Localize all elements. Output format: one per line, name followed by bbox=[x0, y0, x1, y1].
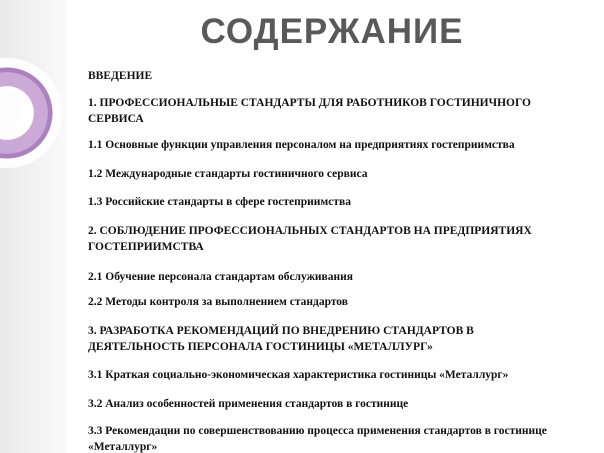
toc-entry-3-3: 3.3 Рекомендации по совершенствованию процесса применения стандартов в гостинице «Металлург» bbox=[88, 425, 547, 453]
toc-entry-2-2: 2.2 Методы контроля за выполнением стандартов bbox=[88, 296, 348, 308]
toc-entry-3-2: 3.2 Анализ особенностей применения стандартов в гостинице bbox=[88, 398, 409, 410]
toc-entry-3-1: 3.1 Краткая социально-экономическая характеристика гостиницы «Металлург» bbox=[88, 369, 509, 381]
toc-entry-1-2: 1.2 Международные стандарты гостиничного сервиса bbox=[88, 168, 368, 180]
page-title: СОДЕРЖАНИЕ bbox=[200, 12, 464, 51]
toc-entry-introduction: ВВЕДЕНИЕ bbox=[88, 70, 153, 82]
toc-entry-2-1: 2.1 Обучение персонала стандартам обслуживания bbox=[88, 271, 353, 283]
toc-entry-1: 1. ПРОФЕССИОНАЛЬНЫЕ СТАНДАРТЫ ДЛЯ РАБОТНИКОВ ГОСТИНИЧНОГО СЕРВИСА bbox=[88, 97, 531, 125]
toc-entry-1-3: 1.3 Российские стандарты в сфере гостеприимства bbox=[88, 196, 351, 208]
toc-entry-2: 2. СОБЛЮДЕНИЕ ПРОФЕССИОНАЛЬНЫХ СТАНДАРТОВ НА ПРЕДПРИЯТИЯХ ГОСТЕПРИИМСТВА bbox=[88, 225, 532, 253]
toc-entry-1-1: 1.1 Основные функции управления персоналом на предприятиях гостеприимства bbox=[88, 139, 515, 151]
toc-entry-3: 3. РАЗРАБОТКА РЕКОМЕНДАЦИЙ ПО ВНЕДРЕНИЮ СТАНДАРТОВ В ДЕЯТЕЛЬНОСТЬ ПЕРСОНАЛА ГОСТИНИЦЫ «МЕТАЛЛУРГ» bbox=[88, 325, 474, 353]
